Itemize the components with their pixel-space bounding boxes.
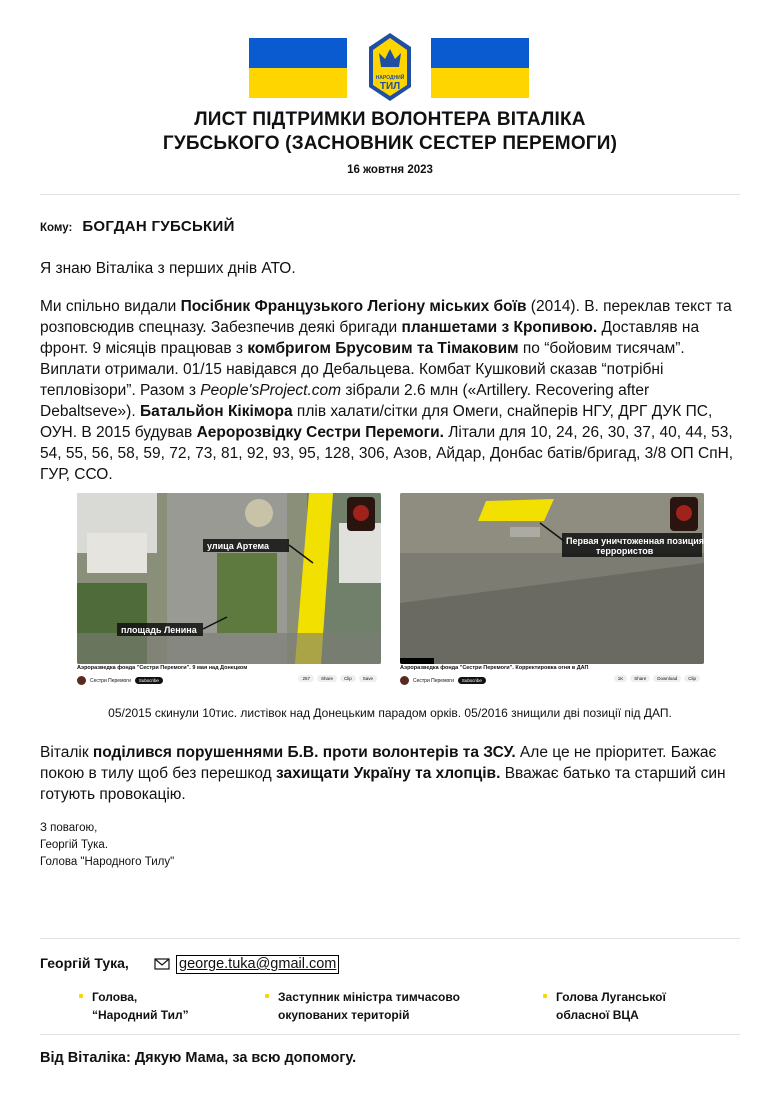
text-span: по “бойовим тисячам”. Виплати отримали. 01/15 навідався до Дебальцева. Комбат Кушковий сказав “потрібні тепловізори”. Разом з bbox=[40, 340, 685, 399]
map-label-position: Первая уничтоженная позиция bbox=[566, 536, 704, 546]
role-2 bbox=[278, 988, 460, 1024]
map-label-street: улица Артема bbox=[207, 541, 270, 551]
video-title: Аэроразведка фонда "Сестри Перемоги". Корректировка огня в ДАП bbox=[400, 665, 589, 671]
aerial-photo-donetsk bbox=[77, 493, 381, 664]
text-span: Віталік bbox=[40, 744, 93, 761]
share-button[interactable]: Share bbox=[317, 675, 337, 682]
text-span: Літали для 10, 24, 26, 30, 37, 40, 44, 53, 54, 55, 56, 58, 59, 72, 73, 81, 92, 93, 95, 128, 306, Азов, Айдар, Донбас батів/бригад, 3/8 ОП СпН, ГУР, ССО. bbox=[40, 424, 734, 483]
channel-name: Сестри Перемоги bbox=[90, 677, 131, 684]
signature-block bbox=[40, 820, 174, 871]
main-paragraph bbox=[40, 296, 740, 485]
title-line-2: ГУБСЬКОГО (ЗАСНОВНИК СЕСТЕР ПЕРЕМОГИ) bbox=[162, 133, 618, 154]
clip-button[interactable]: Clip bbox=[684, 675, 700, 682]
title-line-1: ЛИСТ ПІДТРИМКИ ВОЛОНТЕРА ВІТАЛІКА bbox=[194, 109, 586, 130]
subscribe-button[interactable]: Subscribe bbox=[135, 677, 163, 684]
channel-avatar bbox=[400, 676, 409, 685]
like-button[interactable]: 1K bbox=[614, 675, 628, 682]
video-screenshot-parade bbox=[77, 493, 381, 693]
save-button[interactable]: Save bbox=[359, 675, 377, 682]
role-line: Заступник міністра тимчасово bbox=[278, 990, 460, 1004]
channel-avatar bbox=[77, 676, 86, 685]
role-line: “Народний Тил” bbox=[92, 1008, 189, 1022]
logo-text-main: ТИЛ bbox=[379, 81, 401, 92]
signature-title: Голова "Народного Тилу" bbox=[40, 856, 175, 868]
role-line: обласної ВЦА bbox=[556, 1008, 639, 1022]
text-span: Ми спільно видали bbox=[40, 298, 181, 315]
subscribe-button[interactable]: Subscribe bbox=[458, 677, 486, 684]
thanks-note: Від Віталіка: Дякую Мама, за всю допомогу. bbox=[40, 1050, 357, 1066]
clip-button[interactable]: Clip bbox=[340, 675, 356, 682]
role-3 bbox=[556, 988, 666, 1024]
bullet-icon bbox=[543, 994, 547, 998]
closing-paragraph bbox=[40, 742, 740, 805]
divider-bottom bbox=[40, 1034, 740, 1035]
divider-top bbox=[40, 194, 740, 195]
bullet-icon bbox=[79, 994, 83, 998]
video-actions bbox=[614, 675, 700, 682]
video-title: Аэроразведка фонда "Сестри Перемоги". 9 мая над Донецком bbox=[77, 665, 248, 671]
text-span: Вважає батько та старший син готують провокацію. bbox=[40, 765, 726, 803]
recipient bbox=[40, 218, 235, 235]
share-button[interactable]: Share bbox=[630, 675, 650, 682]
narodnyi-tyl-logo bbox=[369, 33, 411, 101]
text-bold: Посібник Французького Легіону міських боїв bbox=[180, 298, 527, 315]
role-line: окупованих територій bbox=[278, 1008, 410, 1022]
text-span: плів халати/сітки для Омеги, снайперів НГУ, ДРГ ДУК ПС, ОУН. В 2015 будував bbox=[40, 403, 713, 441]
page-title bbox=[100, 108, 680, 156]
text-bold: захищати Україну та хлопців. bbox=[275, 765, 501, 782]
map-label-terrorists: террористов bbox=[596, 546, 654, 556]
channel-name: Сестри Перемоги bbox=[413, 677, 454, 684]
text-italic: People'sProject.com bbox=[200, 382, 342, 399]
text-bold: планшетами з Кропивою. bbox=[401, 319, 598, 336]
like-button[interactable]: 257 bbox=[298, 675, 314, 682]
recipient-name: БОГДАН ГУБСЬКИЙ bbox=[82, 218, 235, 235]
signature-regards: З повагою, bbox=[40, 822, 98, 834]
aerial-photo-airport bbox=[400, 493, 704, 664]
intro-paragraph: Я знаю Віталіка з перших днів АТО. bbox=[40, 260, 296, 277]
text-span: (2014). В. переклав текст та розповсюдив спецназу. Забезпечив деякі бригади bbox=[40, 298, 732, 336]
text-bold: поділився порушеннями Б.В. проти волонтерів та ЗСУ. bbox=[92, 744, 516, 761]
bullet-icon bbox=[265, 994, 269, 998]
role-1 bbox=[92, 988, 189, 1024]
map-label-square: площадь Ленина bbox=[121, 625, 197, 635]
role-line: Голова Луганської bbox=[556, 990, 666, 1004]
divider-footer bbox=[40, 938, 740, 939]
ukraine-flag-right bbox=[431, 38, 529, 98]
text-bold: Батальйон Кікімора bbox=[139, 403, 293, 420]
letter-date: 16 жовтня 2023 bbox=[347, 164, 433, 176]
logo-text-top: НАРОДНИЙ bbox=[375, 75, 405, 81]
channel-row bbox=[77, 676, 163, 685]
video-actions bbox=[298, 675, 377, 682]
recipient-label: Кому: bbox=[40, 222, 73, 234]
photo-caption: 05/2015 скинули 10тис. листівок над Донецьким парадом орків. 05/2016 знищили дві позиції під ДАП. bbox=[108, 706, 672, 720]
text-span: зібрали 2.6 млн («Artillery. Recovering after Debaltseve»). bbox=[40, 382, 650, 420]
text-span: Доставляв на фронт. 9 місяців працював з bbox=[40, 319, 700, 357]
signature-name: Георгій Тука. bbox=[40, 839, 109, 851]
text-bold: комбригом Брусовим та Тімаковим bbox=[247, 340, 519, 357]
channel-row bbox=[400, 676, 486, 685]
role-line: Голова, bbox=[92, 990, 138, 1004]
email-link[interactable]: george.tuka@gmail.com bbox=[176, 955, 339, 974]
ukraine-flag-left bbox=[249, 38, 347, 98]
text-bold: Аеророзвідку Сестри Перемоги. bbox=[196, 424, 444, 441]
mail-icon bbox=[154, 958, 170, 970]
text-span: Але це не пріоритет. Бажає покою в тилу щоб без перешкод bbox=[40, 744, 717, 782]
video-screenshot-airport bbox=[400, 493, 704, 693]
footer-name: Георгій Тука, bbox=[40, 955, 129, 971]
download-button[interactable]: Download bbox=[653, 675, 681, 682]
